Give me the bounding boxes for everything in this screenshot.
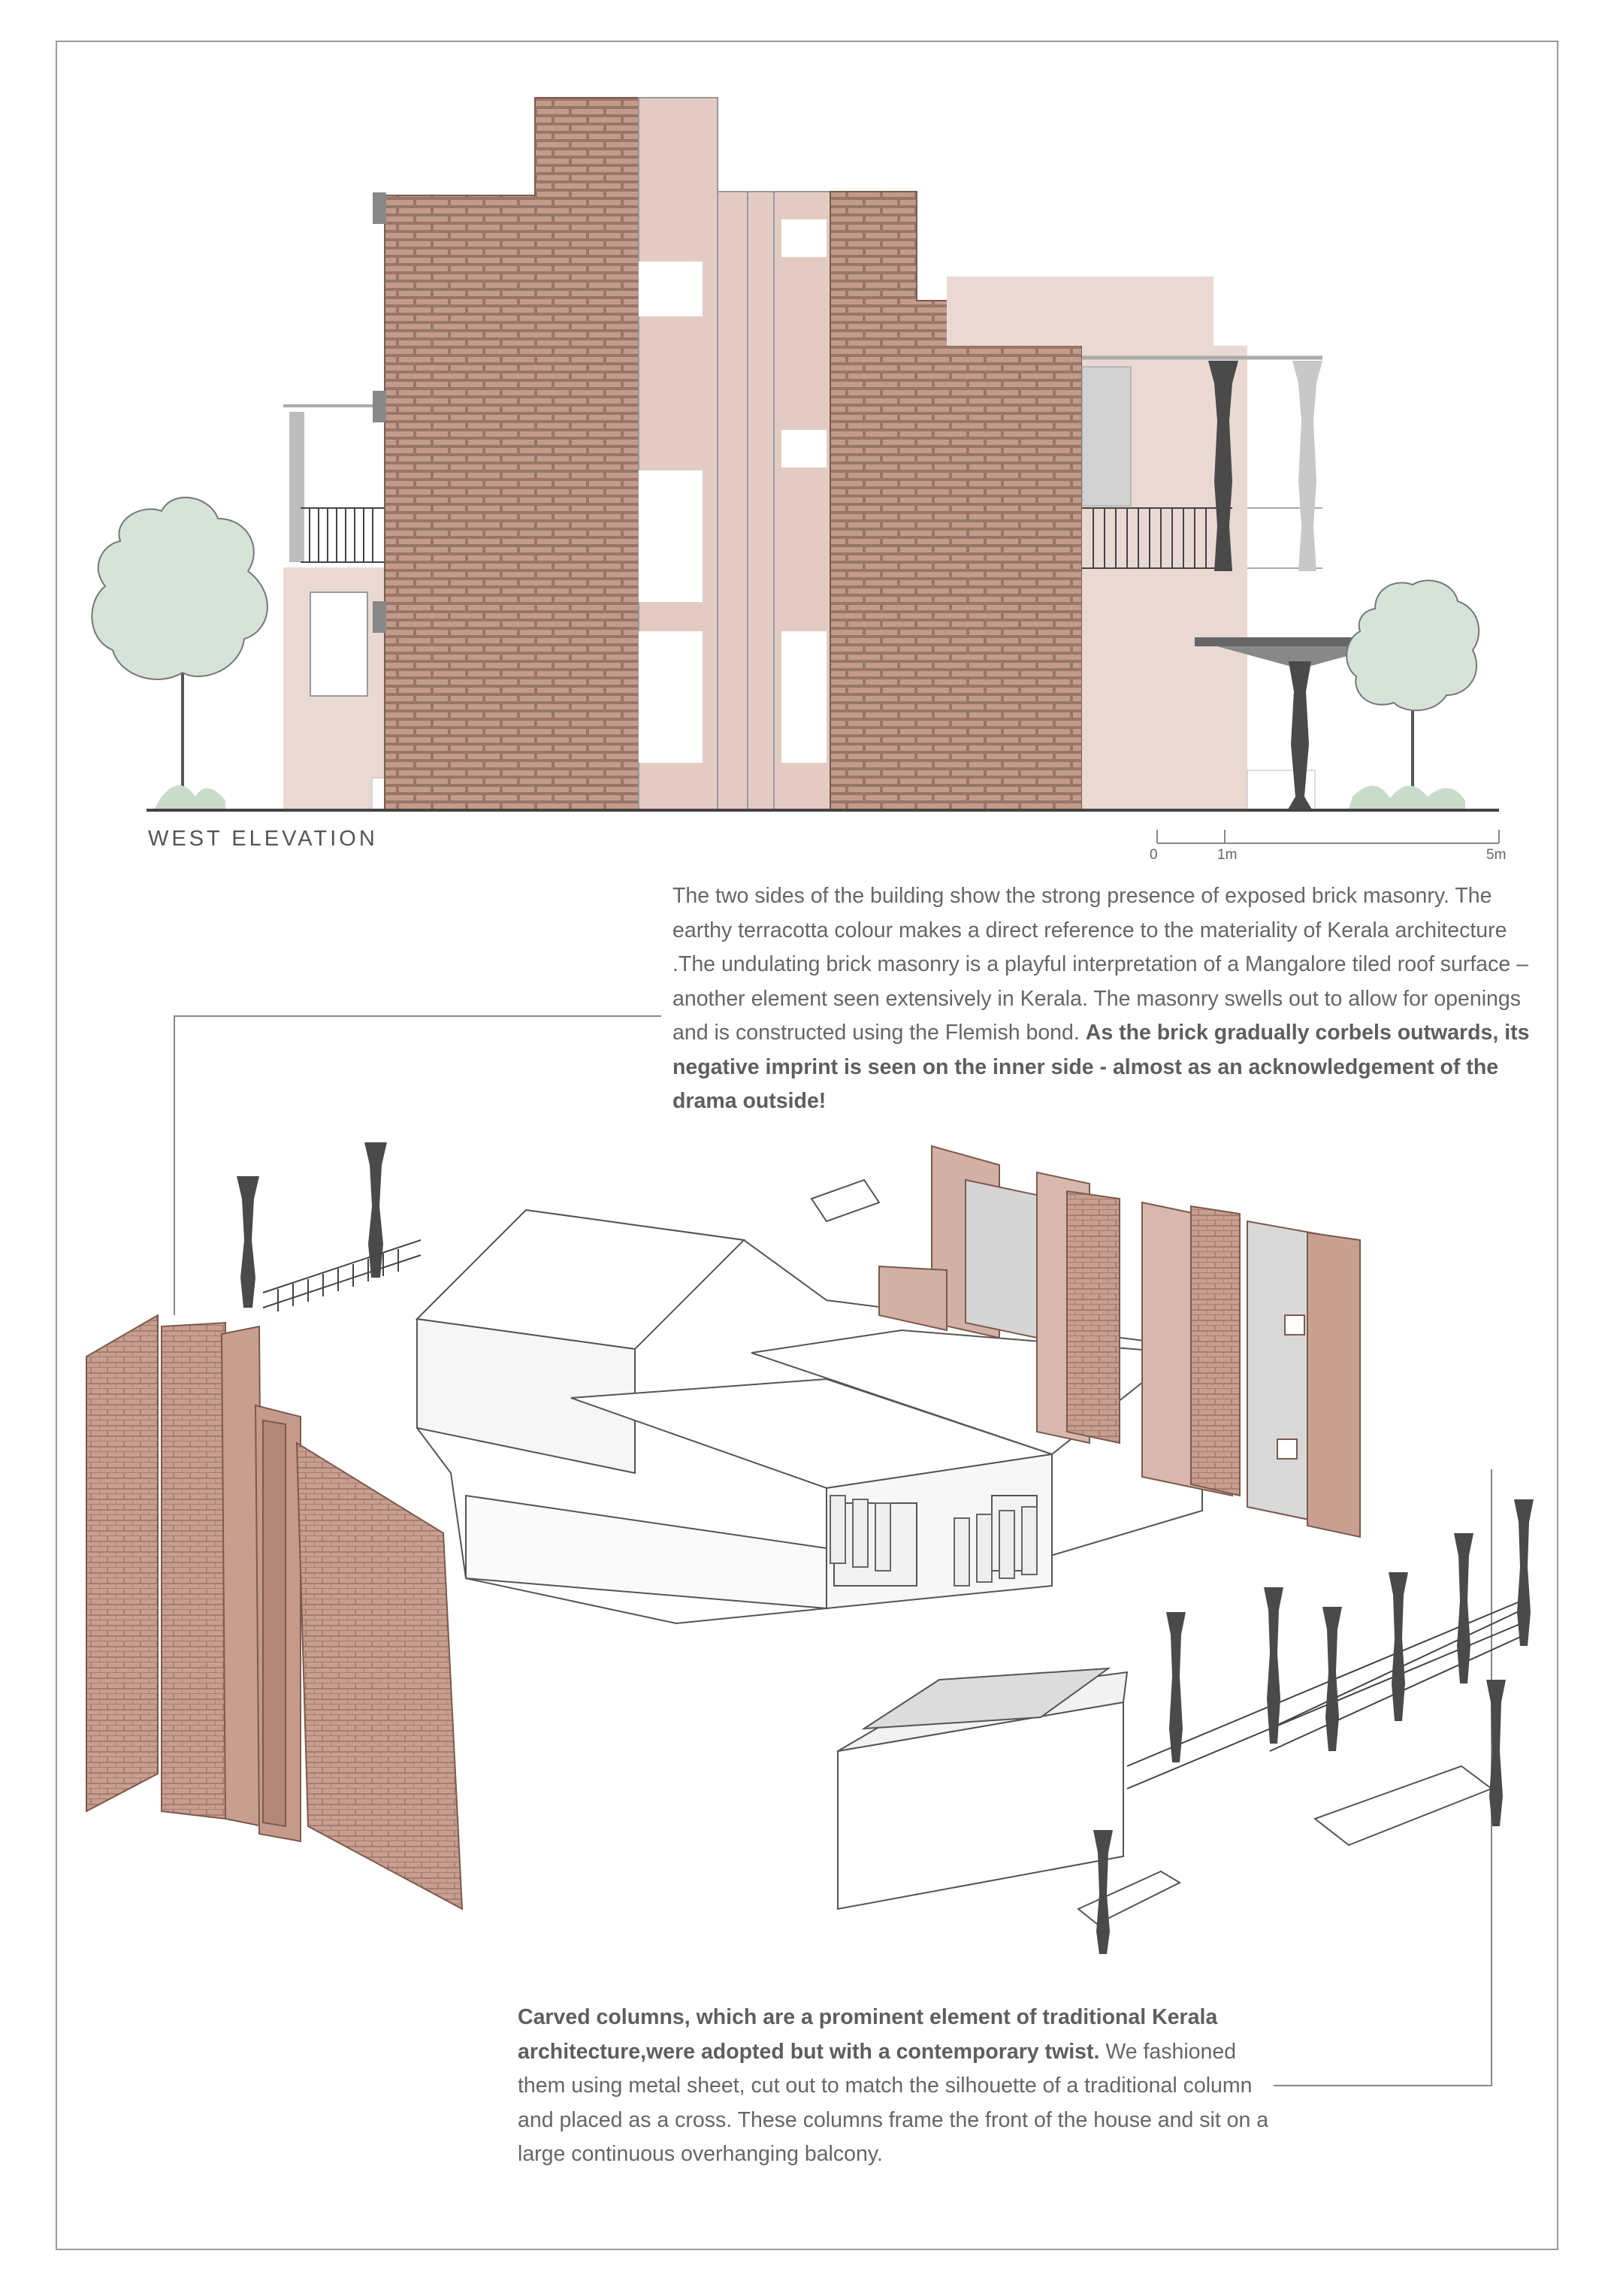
text-block-brick — [672, 879, 1537, 1119]
balcony-column-light — [1292, 361, 1322, 571]
scale-label-1m: 1m — [1217, 847, 1238, 863]
left-wing-window — [310, 592, 367, 696]
text-block-brick-bold: As the brick gradually corbels outwards, its negative imprint is seen on the inner side - almost as an acknowledgement of the drama outside! — [672, 1021, 1530, 1113]
text-block-brick-plain: The two sides of the building show the strong presence of exposed brick masonry. The earthy terracotta colour makes a direct reference to the materiality of Kerala architecture .The undulating brick masonry is a playful interpretation of a Mangalore tiled roof surface – another element seen extensively in Kerala. The masonry swells out to allow for openings and is constructed using the Flemish bond. — [672, 884, 1529, 1045]
left-balcony-column — [289, 412, 304, 562]
text-block-columns-bold: Carved columns, which are a prominent element of traditional Kerala architecture,were adopted but with a contemporary twist. — [518, 2005, 1218, 2064]
west-elevation-drawing — [0, 0, 1623, 857]
tree-left — [92, 498, 267, 809]
tree-right — [1346, 580, 1479, 809]
text-block-columns — [518, 2001, 1269, 2172]
scale-label-0: 0 — [1150, 847, 1158, 863]
scale-label-5m: 5m — [1486, 847, 1507, 863]
elevation-title: WEST ELEVATION — [148, 827, 378, 851]
left-balcony-railing — [301, 508, 385, 562]
text-block-columns-plain: We fashioned them using metal sheet, cut out to match the silhouette of a traditional column and placed as a cross. These columns frame the front of the house and sit on a large continuous overhanging balcony. — [518, 2039, 1269, 2166]
scale-bar — [1157, 830, 1499, 843]
left-brick-wall — [385, 98, 639, 809]
